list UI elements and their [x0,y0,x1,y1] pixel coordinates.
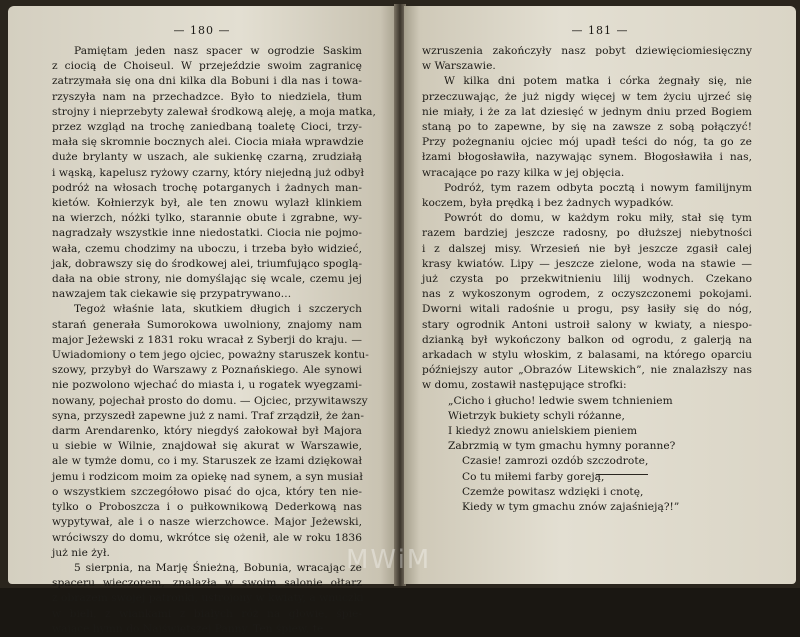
text-line: strojny i nieprzebyty zalewał środkową aleję, a moja matka, [52,105,376,118]
text-line: ale w tymże domu, co i my. Staruszek ze łzami dziękował [52,455,362,468]
poem-line: Czemże powitasz wdzięki i cnotę, [462,485,644,498]
page-number-right: — 181 — [571,24,629,37]
text-line: już nie żył. [52,546,110,559]
text-line: spaceru wieczorem, znalazła w swoim salonie ołtarz [52,577,362,590]
text-line: zatrzymała się ona dni kilka dla Bobuni i dla nas i towa- [52,75,362,88]
text-line: darm Arendarenko, który niegdyś załokował był Majora [52,425,362,438]
text-line: już czysta po przekwitnieniu lilij wodnych. Czekano [422,273,752,286]
text-line: Podróż, tym razem odbyta pocztą i nowym familijnym [444,181,752,194]
right-page [404,6,796,584]
text-line: na wierzch, nóżki tylko, starannie obute i zgrabne, wy- [52,212,362,225]
text-line: nie miały, i że za lat dziesięć w jednym dniu przed Bogiem [422,105,752,118]
text-line: o wszystkiem szczegółowo pisać do ojca, który ten nie- [52,485,362,498]
text-line: Uwiadomiony o tem jego ojciec, poważny staruszek kontu- [52,349,369,362]
text-line: 5 sierpnia, na Marję Śnieżną, Bobunia, wracając ze [74,561,362,574]
text-line: starań generała Sumorokowa uwolniony, znajomy nam [52,318,362,331]
left-page-text [52,44,376,637]
text-line: dzianką był wykończony balkon od ogrodu, z galerją na [422,333,752,346]
text-line: szowy, przybył do Warszawy z Poznańskiego. Ale synowi [52,364,362,377]
text-line: Dworni witali radośnie u progu, psy łasiły się do nóg, [422,303,752,316]
text-line: w domu, zostawił następujące strofki: [422,379,627,392]
text-line: koczem, była prędką i bez żadnych wypadków. [422,197,674,210]
poem-line: I kiedyż znowu anielskiem pieniem [448,425,638,438]
text-line: staną po to zapewne, by się na zawsze z sobą połączyć! [422,121,752,134]
poem-line: Wietrzyk bukiety schyli różanne, [448,409,625,422]
text-line: jemu i rodzicom moim za opiekę nad synem, a syn musiał [52,470,363,483]
text-line: wróciwszy do domu, wkrótce się ożenił, ale w roku 1836 [52,531,362,544]
text-line: Powrót do domu, w każdym roku miły, stał się tym [444,212,752,225]
text-line: major Jeżewski z 1831 roku wracał z Syberji do kraju. — [52,333,362,346]
text-line: duże brylanty w uszach, ale sukienkę czarną, zrudziałą [52,151,362,164]
text-line: wzruszenia zakończyły nasz pobyt dziewięciomiesięczny [422,45,752,57]
text-line: w Warszawie. [422,60,496,73]
text-line: wracające po razy kilka w jej objęcia. [422,166,625,179]
text-line: nas z wykoszonym ogrodem, z oczyszczonemi pokojami. [422,288,752,301]
text-line: kietów. Kołnierzyk był, ale ten znowu wylazł klinkiem [52,197,362,210]
text-line: stary ogrodnik Antoni ustroił salony w kwiaty, a niespo- [422,318,752,331]
text-line: wające hymn do Najświętszej Panny. Ten śpiew, te [52,622,324,635]
poem-line: „Cicho i głucho! ledwie swem tchnieniem [448,394,673,407]
text-line: nowany, pojechał prosto do domu. — Ojciec, przywitawszy [52,394,368,407]
poem-line: Czasie! zamrozi ozdób szczodrote, [462,455,649,468]
text-line: razem bardziej jeszcze radosny, po dłuższej niebytności [422,227,752,240]
text-line: Pamiętam jeden nasz spacer w ogrodzie Saskim [74,45,362,57]
text-line: i wąską, kapelusz ryżowy czarny, który niejedną już odbył [52,166,364,179]
section-divider-rule [596,474,648,475]
text-line: jak, dobrawszy się do środkowej alei, triumfująco spoglą- [52,257,363,270]
text-line: u siebie w Wilnie, znajdował się akurat w Warszawie, [52,440,362,453]
text-line: rzyszyła nam na przechadzce. Było to niedziela, tłum [52,90,362,103]
watermark: MWiM [346,545,432,575]
text-line: dała na obie strony, nie domyślając się wcale, czemu jej [52,273,362,286]
text-line: późniejszy autor „Obrazów Litewskich”, nie znalazłszy nas [422,364,752,377]
text-line: łzami błogosławiła, nazywając synem. Błogosławiła i nas, [422,151,752,164]
left-page [8,6,396,635]
text-line: przeczuwając, że już nigdy więcej w tem życiu ujrzeć się [422,90,752,103]
text-line: z ciocią de Choiseul. W przejeździe swoim zagranicę [52,60,362,73]
text-line: nagradzały wszystkie inne niedostatki. Ciocia nie pojmo- [52,227,362,240]
text-line: mała się skromnie bocznych alei. Ciocia miała wprawdzie [52,136,364,149]
text-line: i z dalszej misy. Wrzesień nie był jeszcze zgasił calej [422,242,752,255]
text-line: w bieli, z wiankami z białych róż na głowie, śpie- [52,607,362,620]
text-line: z obrazem swojej patronki, ustrojony w kwiaty, a wnuczki [52,592,364,605]
right-page-text [422,44,752,515]
text-line: W kilka dni potem matka i córka żegnały się, nie [444,75,752,88]
text-line: nie pozwolono wjechać do miasta i, u rogatek wyegzami- [52,379,362,392]
text-line: syna, przyszedł zapewne już z nami. Traf zrządził, że żan- [52,409,364,422]
poem-line: Kiedy w tym gmachu znów zajaśnieją?!” [462,501,680,514]
text-line: wypytywał, ale i o nasze wierzchowce. Major Jeżewski, [52,516,362,529]
text-line: nawzajem tak ciekawie się przypatrywano… [52,288,292,301]
text-line: tylko o Proboszcza i o pułkownikową Dederkową nas [52,501,362,514]
text-line: podróż na włosach trochę potarganych i żadnych man- [52,181,362,194]
poem-line: Zabrzmią w tym gmachu hymny poranne? [448,440,676,453]
text-line: Przy pożegnaniu ojciec mój upadł teści do nóg, ta go ze [422,136,752,149]
text-line: przez wzgląd na trochę zaniedbaną toaletę Cioci, trzy- [52,121,362,134]
text-line: wała, czemu chodzimy na uboczu, i trzeba było widzieć, [52,242,362,255]
poem-line: Co tu miłemi farby goreją, [462,470,605,483]
text-line: krasy kwiatów. Lipy — jeszcze zielone, woda na stawie — [422,257,752,270]
text-line: Tegoż właśnie lata, skutkiem długich i szczerych [74,303,362,316]
text-line: arkadach w stylu włoskim, z balasami, na którego oparciu [422,349,752,362]
page-number-left: — 180 — [173,24,231,37]
